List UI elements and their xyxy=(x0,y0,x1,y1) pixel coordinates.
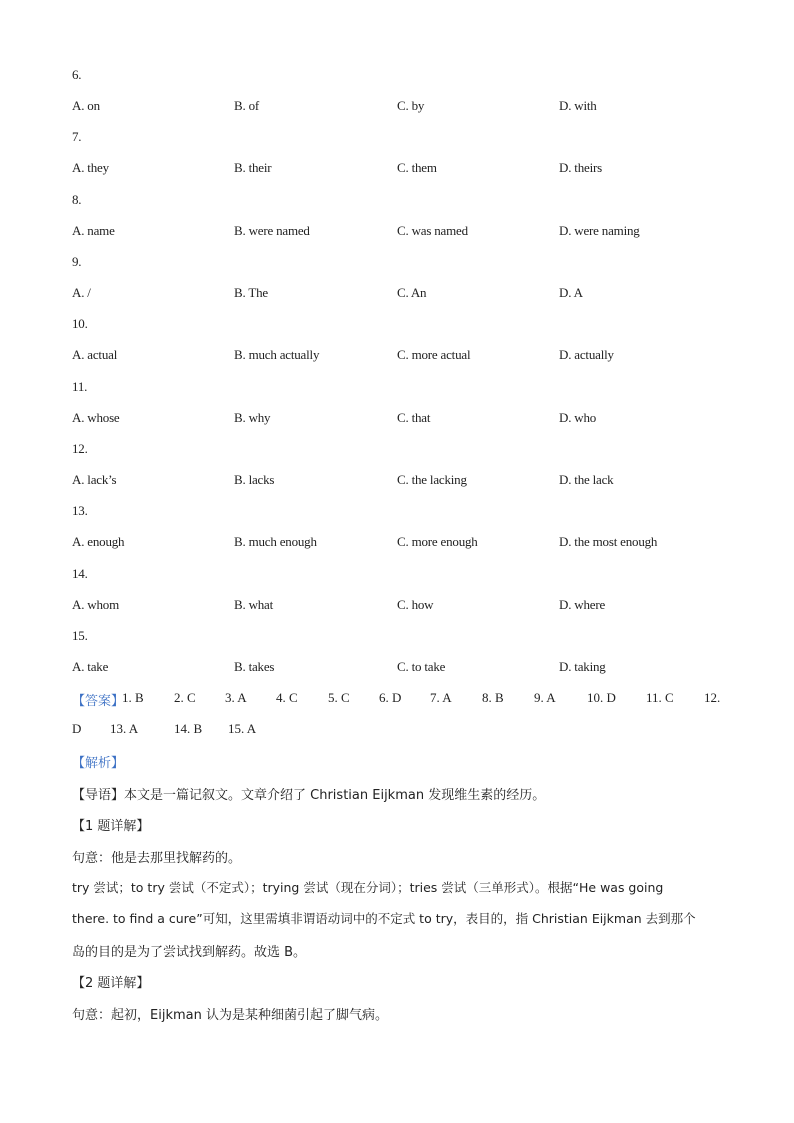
option-b: B. their xyxy=(234,160,272,175)
option-b: B. much enough xyxy=(234,534,317,549)
question-number: 12. xyxy=(72,441,88,456)
options-row xyxy=(72,659,732,679)
question-number: 15. xyxy=(72,628,88,643)
answer-item: 15. A xyxy=(228,721,257,736)
option-c: C. them xyxy=(397,160,437,175)
option-a: A. they xyxy=(72,160,109,175)
answer-item: 12. xyxy=(704,690,721,705)
options-row xyxy=(72,223,732,243)
options-row xyxy=(72,534,732,554)
options-row xyxy=(72,597,732,617)
option-b: B. what xyxy=(234,597,274,612)
answer-item: 1. B xyxy=(122,690,144,705)
option-a: A. name xyxy=(72,223,115,238)
option-c: C. the lacking xyxy=(397,472,467,487)
option-c: C. more actual xyxy=(397,347,471,362)
answer-item: 2. C xyxy=(174,690,196,705)
answer-item: 8. B xyxy=(482,690,504,705)
option-a: A. enough xyxy=(72,534,125,549)
detail-1-meaning: 句意：他是去那里找解药的。 xyxy=(72,851,242,866)
option-d: D. actually xyxy=(559,347,614,362)
option-c: C. was named xyxy=(397,223,468,238)
question-number: 7. xyxy=(72,129,82,144)
answer-label: 【答案】 xyxy=(72,694,125,709)
question-number: 8. xyxy=(72,192,82,207)
option-b: B. much actually xyxy=(234,347,320,362)
question-number: 14. xyxy=(72,566,88,581)
answer-item: 7. A xyxy=(430,690,452,705)
answer-item: 3. A xyxy=(225,690,247,705)
detail-2-title: 【2 题详解】 xyxy=(72,976,150,991)
guide-text: 本文是一篇记叙文。文章介绍了 Christian Eijkman 发现维生素的经历。 xyxy=(124,788,546,803)
answer-key-continued xyxy=(72,721,732,741)
answer-key xyxy=(72,690,732,710)
answer-item: 9. A xyxy=(534,690,556,705)
option-d: D. taking xyxy=(559,659,606,674)
option-d: D. the lack xyxy=(559,472,614,487)
option-d: D. A xyxy=(559,285,583,300)
option-c: C. An xyxy=(397,285,427,300)
options-row xyxy=(72,410,732,430)
option-d: D. the most enough xyxy=(559,534,658,549)
option-a: A. actual xyxy=(72,347,118,362)
option-a: A. whom xyxy=(72,597,119,612)
option-a: A. / xyxy=(72,285,91,300)
option-d: D. who xyxy=(559,410,597,425)
question-number: 11. xyxy=(72,379,88,394)
option-a: A. take xyxy=(72,659,109,674)
options-row xyxy=(72,98,732,118)
option-a: A. lack’s xyxy=(72,472,117,487)
option-c: C. that xyxy=(397,410,431,425)
question-number: 13. xyxy=(72,503,88,518)
option-d: D. theirs xyxy=(559,160,602,175)
analysis-label: 【解析】 xyxy=(72,756,125,771)
answer-item: 11. C xyxy=(646,690,674,705)
option-b: B. were named xyxy=(234,223,310,238)
option-b: B. why xyxy=(234,410,271,425)
option-c: C. how xyxy=(397,597,434,612)
answer-item: 14. B xyxy=(174,721,203,736)
answer-item: 13. A xyxy=(110,721,139,736)
detail-1-title: 【1 题详解】 xyxy=(72,819,150,834)
detail-1-line: 岛的目的是为了尝试找到解药。故选 B。 xyxy=(72,945,307,960)
option-a: A. whose xyxy=(72,410,120,425)
guide-paragraph xyxy=(72,784,545,803)
option-b: B. The xyxy=(234,285,268,300)
options-row xyxy=(72,472,732,492)
option-c: C. more enough xyxy=(397,534,478,549)
options-row xyxy=(72,285,732,305)
guide-label: 【导语】 xyxy=(72,788,125,803)
option-c: C. to take xyxy=(397,659,446,674)
question-number: 9. xyxy=(72,254,82,269)
answer-item: 10. D xyxy=(587,690,616,705)
answer-item: 6. D xyxy=(379,690,402,705)
option-a: A. on xyxy=(72,98,100,113)
options-row xyxy=(72,160,732,180)
option-b: B. of xyxy=(234,98,260,113)
option-d: D. where xyxy=(559,597,606,612)
detail-2-meaning: 句意：起初，Eijkman 认为是某种细菌引起了脚气病。 xyxy=(72,1008,388,1023)
answer-item: D xyxy=(72,721,82,736)
question-number: 6. xyxy=(72,67,82,82)
detail-1-line: try 尝试；to try 尝试（不定式）；trying 尝试（现在分词）；tries 尝试（三单形式）。根据“He was going xyxy=(72,880,664,895)
option-d: D. with xyxy=(559,98,597,113)
option-c: C. by xyxy=(397,98,425,113)
answer-item: 5. C xyxy=(328,690,350,705)
option-b: B. lacks xyxy=(234,472,275,487)
answer-item: 4. C xyxy=(276,690,298,705)
question-number: 10. xyxy=(72,316,88,331)
option-b: B. takes xyxy=(234,659,275,674)
options-row xyxy=(72,347,732,367)
detail-1-line: there. to find a cure”可知，这里需填非谓语动词中的不定式 to try，表目的，指 Christian Eijkman 去到那个 xyxy=(72,911,696,926)
option-d: D. were naming xyxy=(559,223,640,238)
